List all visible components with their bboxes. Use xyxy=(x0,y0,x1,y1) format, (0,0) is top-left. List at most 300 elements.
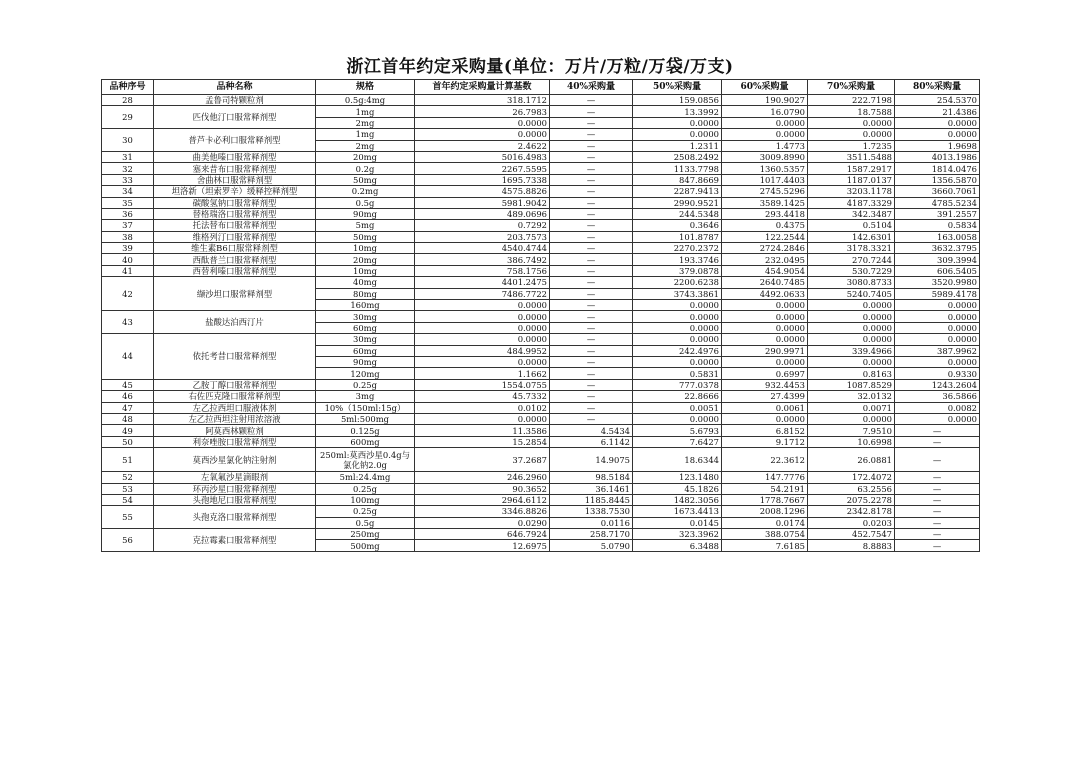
item-number: 39 xyxy=(102,243,154,254)
cell-amount-40: — xyxy=(550,356,633,367)
cell-amount-80: 0.0000 xyxy=(895,334,980,345)
cell-amount-50: 0.0051 xyxy=(633,402,722,413)
cell-amount-60: 0.0000 xyxy=(722,322,808,333)
cell-amount-50: 1673.4413 xyxy=(633,506,722,517)
item-number: 37 xyxy=(102,220,154,231)
table-row xyxy=(102,483,980,494)
cell-amount-70: 26.0881 xyxy=(808,448,895,472)
cell-base-amount: 2.4622 xyxy=(415,140,550,151)
item-name: 匹伐他汀口服常释剂型 xyxy=(154,106,316,129)
cell-base-amount: 3346.8826 xyxy=(415,506,550,517)
cell-amount-50: 0.0000 xyxy=(633,129,722,140)
item-number: 28 xyxy=(102,95,154,106)
cell-amount-50: 0.0000 xyxy=(633,322,722,333)
item-name: 乙胺丁醇口服常释剂型 xyxy=(154,379,316,390)
cell-amount-80: 0.0000 xyxy=(895,413,980,424)
cell-base-amount: 386.7492 xyxy=(415,254,550,265)
cell-amount-50: 22.8666 xyxy=(633,391,722,402)
item-name: 莫西沙星氯化钠注射剂 xyxy=(154,448,316,472)
cell-spec: 0.5g:4mg xyxy=(316,95,415,106)
cell-amount-70: 142.6301 xyxy=(808,231,895,242)
cell-spec: 120mg xyxy=(316,368,415,379)
cell-amount-60: 1017.4403 xyxy=(722,174,808,185)
cell-spec: 0.5g xyxy=(316,517,415,528)
table-row xyxy=(102,311,980,322)
item-name: 坦洛新（坦索罗辛）缓释控释剂型 xyxy=(154,186,316,197)
cell-amount-70: 32.0132 xyxy=(808,391,895,402)
cell-amount-40: 36.1461 xyxy=(550,483,633,494)
item-name: 托法替布口服常释剂型 xyxy=(154,220,316,231)
item-name: 碳酸氢钠口服常释剂型 xyxy=(154,197,316,208)
cell-spec: 50mg xyxy=(316,174,415,185)
item-number: 30 xyxy=(102,129,154,152)
cell-base-amount: 203.7573 xyxy=(415,231,550,242)
cell-amount-60: 6.8152 xyxy=(722,425,808,436)
cell-spec: 5ml:24.4mg xyxy=(316,472,415,483)
cell-base-amount: 11.3586 xyxy=(415,425,550,436)
cell-amount-40: 258.7170 xyxy=(550,529,633,540)
item-name: 盐酸达泊西汀片 xyxy=(154,311,316,334)
cell-base-amount: 0.0102 xyxy=(415,402,550,413)
cell-amount-80: — xyxy=(895,436,980,447)
cell-amount-50: 13.3992 xyxy=(633,106,722,117)
cell-amount-60: 54.2191 xyxy=(722,483,808,494)
cell-amount-50: 0.3646 xyxy=(633,220,722,231)
cell-amount-50: 193.3746 xyxy=(633,254,722,265)
cell-spec: 2mg xyxy=(316,117,415,128)
item-name: 阿莫西林颗粒剂 xyxy=(154,425,316,436)
cell-amount-70: 0.0000 xyxy=(808,356,895,367)
cell-amount-70: 342.3487 xyxy=(808,208,895,219)
cell-amount-60: 0.0000 xyxy=(722,356,808,367)
cell-amount-60: 0.0000 xyxy=(722,117,808,128)
item-name: 舍曲林口服常释剂型 xyxy=(154,174,316,185)
cell-base-amount: 0.7292 xyxy=(415,220,550,231)
header-no: 品种序号 xyxy=(102,80,154,95)
cell-spec: 5ml:500mg xyxy=(316,413,415,424)
cell-amount-80: — xyxy=(895,472,980,483)
cell-amount-40: — xyxy=(550,288,633,299)
cell-amount-80: 391.2557 xyxy=(895,208,980,219)
cell-amount-50: 379.0878 xyxy=(633,265,722,276)
cell-amount-80: 5989.4178 xyxy=(895,288,980,299)
table-row xyxy=(102,529,980,540)
cell-amount-80: 1814.0476 xyxy=(895,163,980,174)
table-row xyxy=(102,494,980,505)
cell-base-amount: 4401.2475 xyxy=(415,277,550,288)
cell-amount-50: 847.8669 xyxy=(633,174,722,185)
cell-amount-70: 0.8163 xyxy=(808,368,895,379)
cell-amount-60: 4492.0633 xyxy=(722,288,808,299)
cell-amount-70: 5240.7405 xyxy=(808,288,895,299)
cell-amount-60: 0.0061 xyxy=(722,402,808,413)
cell-base-amount: 0.0000 xyxy=(415,413,550,424)
cell-spec: 500mg xyxy=(316,540,415,551)
cell-spec: 90mg xyxy=(316,208,415,219)
cell-spec: 40mg xyxy=(316,277,415,288)
cell-amount-40: — xyxy=(550,106,633,117)
table-row xyxy=(102,379,980,390)
cell-amount-60: 932.4453 xyxy=(722,379,808,390)
cell-amount-40: 4.5434 xyxy=(550,425,633,436)
cell-amount-40: — xyxy=(550,311,633,322)
item-name: 塞来昔布口服常释剂型 xyxy=(154,163,316,174)
cell-amount-50: 101.8787 xyxy=(633,231,722,242)
table-row xyxy=(102,391,980,402)
item-name: 依托考昔口服常释剂型 xyxy=(154,334,316,380)
cell-amount-60: 3009.8990 xyxy=(722,151,808,162)
cell-amount-70: 222.7198 xyxy=(808,95,895,106)
cell-base-amount: 0.0000 xyxy=(415,300,550,311)
header-70: 70%采购量 xyxy=(808,80,895,95)
cell-amount-80: — xyxy=(895,425,980,436)
cell-amount-60: 22.3612 xyxy=(722,448,808,472)
cell-amount-60: 293.4418 xyxy=(722,208,808,219)
cell-amount-70: 0.0000 xyxy=(808,311,895,322)
cell-amount-50: 2200.6238 xyxy=(633,277,722,288)
cell-amount-80: 4785.5234 xyxy=(895,197,980,208)
cell-base-amount: 0.0000 xyxy=(415,129,550,140)
item-name: 曲美他嗪口服常释剂型 xyxy=(154,151,316,162)
cell-spec: 1mg xyxy=(316,129,415,140)
cell-amount-70: 530.7229 xyxy=(808,265,895,276)
item-number: 34 xyxy=(102,186,154,197)
cell-amount-50: 5.6793 xyxy=(633,425,722,436)
item-number: 55 xyxy=(102,506,154,529)
cell-amount-80: — xyxy=(895,517,980,528)
item-number: 32 xyxy=(102,163,154,174)
table-row xyxy=(102,402,980,413)
item-name: 左乙拉西坦口服液体剂 xyxy=(154,402,316,413)
cell-amount-80: 0.5834 xyxy=(895,220,980,231)
cell-amount-80: 0.0000 xyxy=(895,311,980,322)
cell-amount-80: — xyxy=(895,540,980,551)
cell-base-amount: 318.1712 xyxy=(415,95,550,106)
cell-amount-80: 36.5866 xyxy=(895,391,980,402)
cell-amount-60: 1.4773 xyxy=(722,140,808,151)
cell-base-amount: 484.9952 xyxy=(415,345,550,356)
cell-amount-50: 2990.9521 xyxy=(633,197,722,208)
item-number: 42 xyxy=(102,277,154,311)
cell-spec: 60mg xyxy=(316,322,415,333)
cell-amount-80: 1243.2604 xyxy=(895,379,980,390)
table-row xyxy=(102,163,980,174)
cell-spec: 0.2mg xyxy=(316,186,415,197)
cell-amount-50: 0.0000 xyxy=(633,413,722,424)
cell-amount-40: — xyxy=(550,265,633,276)
cell-spec: 160mg xyxy=(316,300,415,311)
cell-base-amount: 1.1662 xyxy=(415,368,550,379)
cell-base-amount: 0.0000 xyxy=(415,334,550,345)
cell-spec: 0.2g xyxy=(316,163,415,174)
item-name: 左乙拉西坦注射用浓溶液 xyxy=(154,413,316,424)
cell-amount-70: 0.5104 xyxy=(808,220,895,231)
cell-amount-70: 339.4966 xyxy=(808,345,895,356)
cell-amount-70: 8.8883 xyxy=(808,540,895,551)
cell-amount-60: 388.0754 xyxy=(722,529,808,540)
cell-spec: 0.25g xyxy=(316,379,415,390)
cell-amount-60: 27.4399 xyxy=(722,391,808,402)
cell-amount-40: — xyxy=(550,379,633,390)
table-row xyxy=(102,151,980,162)
cell-spec: 10mg xyxy=(316,265,415,276)
item-number: 46 xyxy=(102,391,154,402)
item-name: 普芦卡必利口服常释剂型 xyxy=(154,129,316,152)
cell-spec: 0.25g xyxy=(316,483,415,494)
cell-amount-40: 14.9075 xyxy=(550,448,633,472)
item-number: 49 xyxy=(102,425,154,436)
table-row xyxy=(102,129,980,140)
cell-amount-70: 18.7588 xyxy=(808,106,895,117)
item-number: 45 xyxy=(102,379,154,390)
table-row xyxy=(102,472,980,483)
cell-amount-80: 21.4386 xyxy=(895,106,980,117)
cell-spec: 1mg xyxy=(316,106,415,117)
item-name: 孟鲁司特颗粒剂 xyxy=(154,95,316,106)
cell-amount-80: — xyxy=(895,529,980,540)
cell-base-amount: 90.3652 xyxy=(415,483,550,494)
cell-amount-80: 0.0082 xyxy=(895,402,980,413)
cell-base-amount: 7486.7722 xyxy=(415,288,550,299)
cell-spec: 0.5g xyxy=(316,197,415,208)
item-number: 48 xyxy=(102,413,154,424)
cell-amount-80: 3660.7061 xyxy=(895,186,980,197)
cell-amount-80: 3520.9980 xyxy=(895,277,980,288)
cell-base-amount: 0.0290 xyxy=(415,517,550,528)
cell-amount-80: 1356.5870 xyxy=(895,174,980,185)
cell-base-amount: 4575.8826 xyxy=(415,186,550,197)
item-number: 36 xyxy=(102,208,154,219)
cell-amount-60: 2724.2846 xyxy=(722,243,808,254)
cell-spec: 0.125g xyxy=(316,425,415,436)
cell-base-amount: 45.7332 xyxy=(415,391,550,402)
cell-amount-80: 606.5405 xyxy=(895,265,980,276)
cell-amount-70: 1087.8529 xyxy=(808,379,895,390)
item-name: 替格瑞洛口服常释剂型 xyxy=(154,208,316,219)
cell-amount-60: 0.4375 xyxy=(722,220,808,231)
cell-amount-70: 7.9510 xyxy=(808,425,895,436)
cell-amount-40: — xyxy=(550,243,633,254)
item-name: 右佐匹克隆口服常释剂型 xyxy=(154,391,316,402)
cell-amount-70: 0.0000 xyxy=(808,322,895,333)
cell-amount-60: 1778.7667 xyxy=(722,494,808,505)
header-base: 首年约定采购量计算基数 xyxy=(415,80,550,95)
cell-base-amount: 37.2687 xyxy=(415,448,550,472)
item-number: 40 xyxy=(102,254,154,265)
cell-spec: 250mg xyxy=(316,529,415,540)
item-number: 38 xyxy=(102,231,154,242)
cell-spec: 600mg xyxy=(316,436,415,447)
item-name: 克拉霉素口服常释剂型 xyxy=(154,529,316,552)
cell-amount-60: 0.0000 xyxy=(722,311,808,322)
cell-amount-80: 0.0000 xyxy=(895,129,980,140)
cell-base-amount: 0.0000 xyxy=(415,356,550,367)
cell-amount-40: — xyxy=(550,140,633,151)
cell-spec: 0.25g xyxy=(316,506,415,517)
header-50: 50%采购量 xyxy=(633,80,722,95)
cell-amount-40: 98.5184 xyxy=(550,472,633,483)
cell-amount-60: 147.7776 xyxy=(722,472,808,483)
cell-amount-80: 387.9962 xyxy=(895,345,980,356)
cell-amount-40: — xyxy=(550,391,633,402)
cell-amount-70: 3511.5488 xyxy=(808,151,895,162)
cell-amount-80: 1.9698 xyxy=(895,140,980,151)
item-name: 头孢地尼口服常释剂型 xyxy=(154,494,316,505)
cell-amount-60: 232.0495 xyxy=(722,254,808,265)
item-name: 左氧氟沙星滴眼剂 xyxy=(154,472,316,483)
table-row xyxy=(102,174,980,185)
cell-amount-40: 6.1142 xyxy=(550,436,633,447)
table-row xyxy=(102,277,980,288)
table-row xyxy=(102,208,980,219)
item-name: 西替利嗪口服常释剂型 xyxy=(154,265,316,276)
cell-amount-60: 9.1712 xyxy=(722,436,808,447)
cell-amount-50: 159.0856 xyxy=(633,95,722,106)
header-spec: 规格 xyxy=(316,80,415,95)
cell-amount-60: 454.9054 xyxy=(722,265,808,276)
cell-amount-50: 0.0000 xyxy=(633,300,722,311)
item-number: 44 xyxy=(102,334,154,380)
cell-amount-40: — xyxy=(550,95,633,106)
header-60: 60%采购量 xyxy=(722,80,808,95)
cell-base-amount: 5016.4983 xyxy=(415,151,550,162)
cell-amount-70: 1587.2917 xyxy=(808,163,895,174)
cell-amount-60: 16.0790 xyxy=(722,106,808,117)
cell-amount-40: — xyxy=(550,151,633,162)
cell-base-amount: 758.1756 xyxy=(415,265,550,276)
cell-amount-80: 254.5370 xyxy=(895,95,980,106)
cell-amount-70: 270.7244 xyxy=(808,254,895,265)
cell-amount-40: 5.0790 xyxy=(550,540,633,551)
table-row xyxy=(102,231,980,242)
cell-amount-60: 2008.1296 xyxy=(722,506,808,517)
cell-amount-80: 309.3994 xyxy=(895,254,980,265)
table-row xyxy=(102,186,980,197)
cell-amount-40: 1338.7530 xyxy=(550,506,633,517)
cell-amount-70: 2342.8178 xyxy=(808,506,895,517)
cell-amount-50: 0.0000 xyxy=(633,356,722,367)
cell-amount-70: 3203.1178 xyxy=(808,186,895,197)
cell-amount-40: — xyxy=(550,174,633,185)
cell-base-amount: 4540.4744 xyxy=(415,243,550,254)
item-number: 54 xyxy=(102,494,154,505)
cell-amount-70: 2075.2278 xyxy=(808,494,895,505)
cell-base-amount: 246.2960 xyxy=(415,472,550,483)
table-row xyxy=(102,425,980,436)
cell-amount-70: 3080.8733 xyxy=(808,277,895,288)
cell-amount-70: 0.0000 xyxy=(808,300,895,311)
table-row xyxy=(102,413,980,424)
cell-amount-50: 6.3488 xyxy=(633,540,722,551)
cell-amount-60: 0.6997 xyxy=(722,368,808,379)
cell-amount-50: 0.0000 xyxy=(633,117,722,128)
cell-amount-40: — xyxy=(550,334,633,345)
cell-amount-40: — xyxy=(550,186,633,197)
cell-amount-40: 0.0116 xyxy=(550,517,633,528)
cell-amount-40: — xyxy=(550,117,633,128)
cell-base-amount: 1695.7338 xyxy=(415,174,550,185)
item-number: 50 xyxy=(102,436,154,447)
cell-amount-50: 7.6427 xyxy=(633,436,722,447)
cell-amount-60: 2640.7485 xyxy=(722,277,808,288)
cell-base-amount: 489.0696 xyxy=(415,208,550,219)
table-row xyxy=(102,448,980,472)
cell-amount-60: 3589.1425 xyxy=(722,197,808,208)
cell-amount-80: — xyxy=(895,448,980,472)
cell-amount-80: — xyxy=(895,483,980,494)
item-name: 利奈唑胺口服常释剂型 xyxy=(154,436,316,447)
item-number: 43 xyxy=(102,311,154,334)
cell-amount-40: — xyxy=(550,345,633,356)
cell-amount-60: 2745.5296 xyxy=(722,186,808,197)
cell-base-amount: 0.0000 xyxy=(415,322,550,333)
cell-amount-70: 3178.3321 xyxy=(808,243,895,254)
table-row xyxy=(102,95,980,106)
cell-base-amount: 1554.0755 xyxy=(415,379,550,390)
cell-amount-70: 1.7235 xyxy=(808,140,895,151)
item-name: 维生素B6口服常释剂型 xyxy=(154,243,316,254)
cell-amount-60: 1360.5357 xyxy=(722,163,808,174)
cell-amount-70: 63.2556 xyxy=(808,483,895,494)
cell-amount-40: 1185.8445 xyxy=(550,494,633,505)
cell-amount-40: — xyxy=(550,300,633,311)
item-number: 47 xyxy=(102,402,154,413)
cell-amount-50: 123.1480 xyxy=(633,472,722,483)
cell-amount-60: 7.6185 xyxy=(722,540,808,551)
cell-amount-70: 10.6998 xyxy=(808,436,895,447)
cell-amount-70: 1187.0137 xyxy=(808,174,895,185)
cell-amount-60: 0.0000 xyxy=(722,413,808,424)
cell-base-amount: 0.0000 xyxy=(415,311,550,322)
cell-amount-60: 190.9027 xyxy=(722,95,808,106)
cell-base-amount: 12.6975 xyxy=(415,540,550,551)
cell-amount-80: 163.0058 xyxy=(895,231,980,242)
cell-amount-80: 0.0000 xyxy=(895,117,980,128)
cell-amount-40: — xyxy=(550,197,633,208)
cell-amount-50: 323.3962 xyxy=(633,529,722,540)
cell-amount-50: 0.0145 xyxy=(633,517,722,528)
cell-amount-60: 0.0000 xyxy=(722,300,808,311)
cell-amount-50: 1.2311 xyxy=(633,140,722,151)
header-row xyxy=(102,80,980,95)
cell-amount-70: 452.7547 xyxy=(808,529,895,540)
cell-spec: 250ml:莫西沙星0.4g与氯化钠2.0g xyxy=(316,448,415,472)
table-row xyxy=(102,197,980,208)
cell-amount-80: — xyxy=(895,506,980,517)
cell-amount-50: 2270.2372 xyxy=(633,243,722,254)
cell-base-amount: 2267.5595 xyxy=(415,163,550,174)
table-row xyxy=(102,436,980,447)
cell-amount-50: 242.4976 xyxy=(633,345,722,356)
cell-spec: 30mg xyxy=(316,311,415,322)
item-number: 53 xyxy=(102,483,154,494)
cell-amount-50: 0.0000 xyxy=(633,311,722,322)
item-number: 51 xyxy=(102,448,154,472)
page-title: 浙江首年约定采购量(单位：万片/万粒/万袋/万支) xyxy=(346,57,734,77)
table-row xyxy=(102,220,980,231)
cell-spec: 100mg xyxy=(316,494,415,505)
cell-amount-50: 1482.3056 xyxy=(633,494,722,505)
cell-amount-50: 1133.7798 xyxy=(633,163,722,174)
table-body xyxy=(102,95,980,552)
cell-spec: 2mg xyxy=(316,140,415,151)
cell-amount-40: — xyxy=(550,129,633,140)
item-name: 西酞普兰口服常释剂型 xyxy=(154,254,316,265)
item-number: 56 xyxy=(102,529,154,552)
cell-amount-70: 0.0000 xyxy=(808,413,895,424)
cell-amount-60: 0.0174 xyxy=(722,517,808,528)
cell-spec: 10%（150ml:15g） xyxy=(316,402,415,413)
